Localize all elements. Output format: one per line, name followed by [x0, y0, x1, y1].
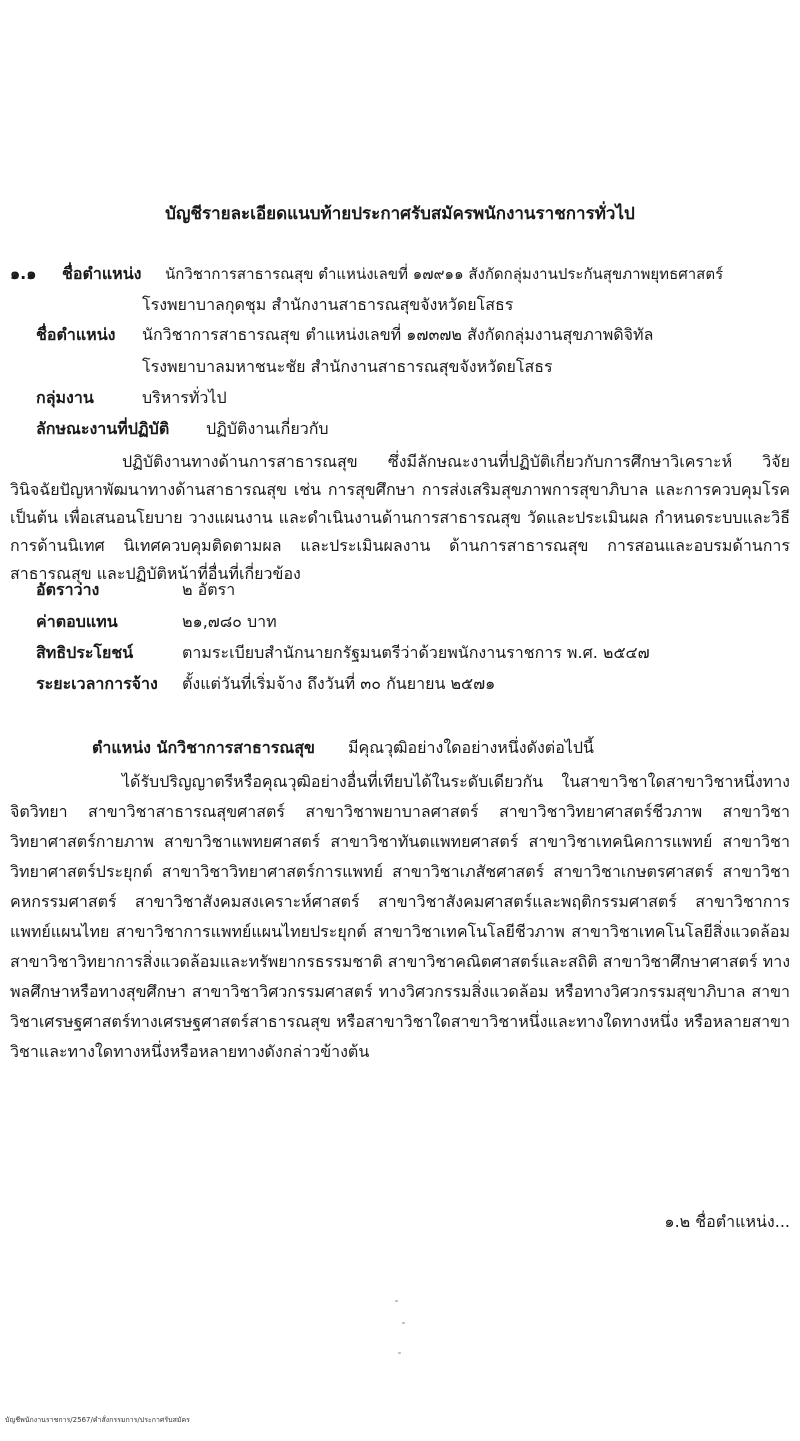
duty-paragraph: ปฏิบัติงานทางด้านการสาธารณสุข ซึ่งมีลักษณะงานที่ปฏิบัติเกี่ยวกับการศึกษาวิเคราะห์ วิจัย วินิจฉัยปัญหาพัฒนาทางด้านสาธารณสุข เช่น การสุขศึกษา การส่งเสริมสุขภาพการสุขาภิบาล และการควบคุมโรค เป็นต้น เพื่อเสนอนโยบาย วางแผนงาน และดำเนินงานด้านการสาธารณสุข วัดและประเมินผล กำหนดระบบและวิธีการด้านนิเทศ นิเทศควบคุมติดตามผล และประเมินผลงาน ด้านการสาธารณสุข การสอนและอบรมด้านการสาธารณสุข และปฏิบัติหน้าที่อื่นที่เกี่ยวข้อง	[10, 452, 790, 583]
period-value: ตั้งแต่วันที่เริ่มจ้าง ถึงวันที่ ๓๐ กันยายน ๒๕๗๑	[182, 674, 496, 693]
scan-speck	[402, 1322, 405, 1324]
group-label: กลุ่มงาน	[36, 388, 94, 407]
position-label-1: ชื่อตำแหน่ง	[62, 264, 142, 283]
next-page-indicator: ๑.๒ ชื่อตำแหน่ง...	[664, 1212, 790, 1231]
vacancy-value: ๒ อัตรา	[182, 580, 236, 599]
qualification-value: มีคุณวุฒิอย่างใดอย่างหนึ่งดังต่อไปนี้	[348, 738, 594, 757]
period-label: ระยะเวลาการจ้าง	[36, 674, 158, 693]
duty-label: ลักษณะงานที่ปฏิบัติ	[36, 419, 170, 438]
footer-path: บัญชีพนักงานราชการ/2567/คำสั่งกรรมการ/ประกาศรับสมัคร	[5, 1416, 190, 1424]
position-1-line-1: นักวิชาการสาธารณสุข ตำแหน่งเลขที่ ๑๗๙๑๑ สังกัดกลุ่มงานประกันสุขภาพยุทธศาสตร์	[165, 265, 724, 283]
position-2-line-1: นักวิชาการสาธารณสุข ตำแหน่งเลขที่ ๑๗๓๗๒ สังกัดกลุ่มงานสุขภาพดิจิทัล	[142, 325, 654, 344]
scan-speck	[395, 1300, 398, 1302]
document-title: บัญชีรายละเอียดแนบท้ายประกาศรับสมัครพนักงานราชการทั่วไป	[165, 204, 635, 224]
position-1-line-2: โรงพยาบาลกุดชุม สำนักงานสาธารณสุขจังหวัดยโสธร	[142, 295, 514, 314]
benefit-label: สิทธิประโยชน์	[36, 643, 134, 662]
duty-value: ปฏิบัติงานเกี่ยวกับ	[206, 419, 329, 438]
position-label-2: ชื่อตำแหน่ง	[36, 325, 116, 344]
section-number: ๑.๑	[10, 264, 37, 283]
position-2-line-2: โรงพยาบาลมหาชนะชัย สำนักงานสาธารณสุขจังหวัดยโสธร	[142, 357, 553, 376]
qualification-paragraph: ได้รับปริญญาตรีหรือคุณวุฒิอย่างอื่นที่เทียบได้ในระดับเดียวกัน ในสาขาวิชาใดสาขาวิชาหนึ่งทางจิตวิทยา สาขาวิชาสาธารณสุขศาสตร์ สาขาวิชาพยาบาลศาสตร์ สาขาวิชาวิทยาศาสตร์ชีวภาพ สาขาวิชาวิทยาศาสตร์กายภาพ สาขาวิชาแพทยศาสตร์ สาขาวิชาทันตแพทยศาสตร์ สาขาวิชาเทคนิคการแพทย์ สาขาวิชาวิทยาศาสตร์ประยุกต์ สาขาวิชาวิทยาศาสตร์การแพทย์ สาขาวิชาเภสัชศาสตร์ สาขาวิชาเกษตรศาสตร์ สาขาวิชาคหกรรมศาสตร์ สาขาวิชาสังคมสงเคราะห์ศาสตร์ สาขาวิชาสังคมศาสตร์และพฤติกรรมศาสตร์ สาขาวิชาการแพทย์แผนไทย สาขาวิชาการแพทย์แผนไทยประยุกต์ สาขาวิชาเทคโนโลยีชีวภาพ สาขาวิชาเทคโนโลยีสิ่งแวดล้อม สาขาวิชาวิทยาการสิ่งแวดล้อมและทรัพยากรธรรมชาติ สาขาวิชาคณิตศาสตร์และสถิติ สาขาวิชาศึกษาศาสตร์ ทางพลศึกษาหรือทางสุขศึกษา สาขาวิชาวิศวกรรมศาสตร์ ทางวิศวกรรมสิ่งแวดล้อม หรือทางวิศวกรรมสุขาภิบาล สาขาวิชาเศรษฐศาสตร์ทางเศรษฐศาสตร์สาธารณสุข หรือสาขาวิชาใดสาขาวิชาหนึ่งและทางใดทางหนึ่ง หรือหลายสาขาวิชาและทางใดทางหนึ่งหรือหลายทางดังกล่าวข้างต้น	[10, 772, 790, 1061]
salary-label: ค่าตอบแทน	[36, 612, 118, 631]
salary-value: ๒๑,๗๘๐ บาท	[182, 612, 277, 631]
benefit-value: ตามระเบียบสำนักนายกรัฐมนตรีว่าด้วยพนักงานราชการ พ.ศ. ๒๕๔๗	[182, 643, 650, 662]
scan-speck	[398, 1352, 401, 1354]
vacancy-label: อัตราว่าง	[36, 580, 100, 599]
group-value: บริหารทั่วไป	[142, 388, 227, 407]
qualification-label: ตำแหน่ง นักวิชาการสาธารณสุข	[92, 738, 315, 757]
